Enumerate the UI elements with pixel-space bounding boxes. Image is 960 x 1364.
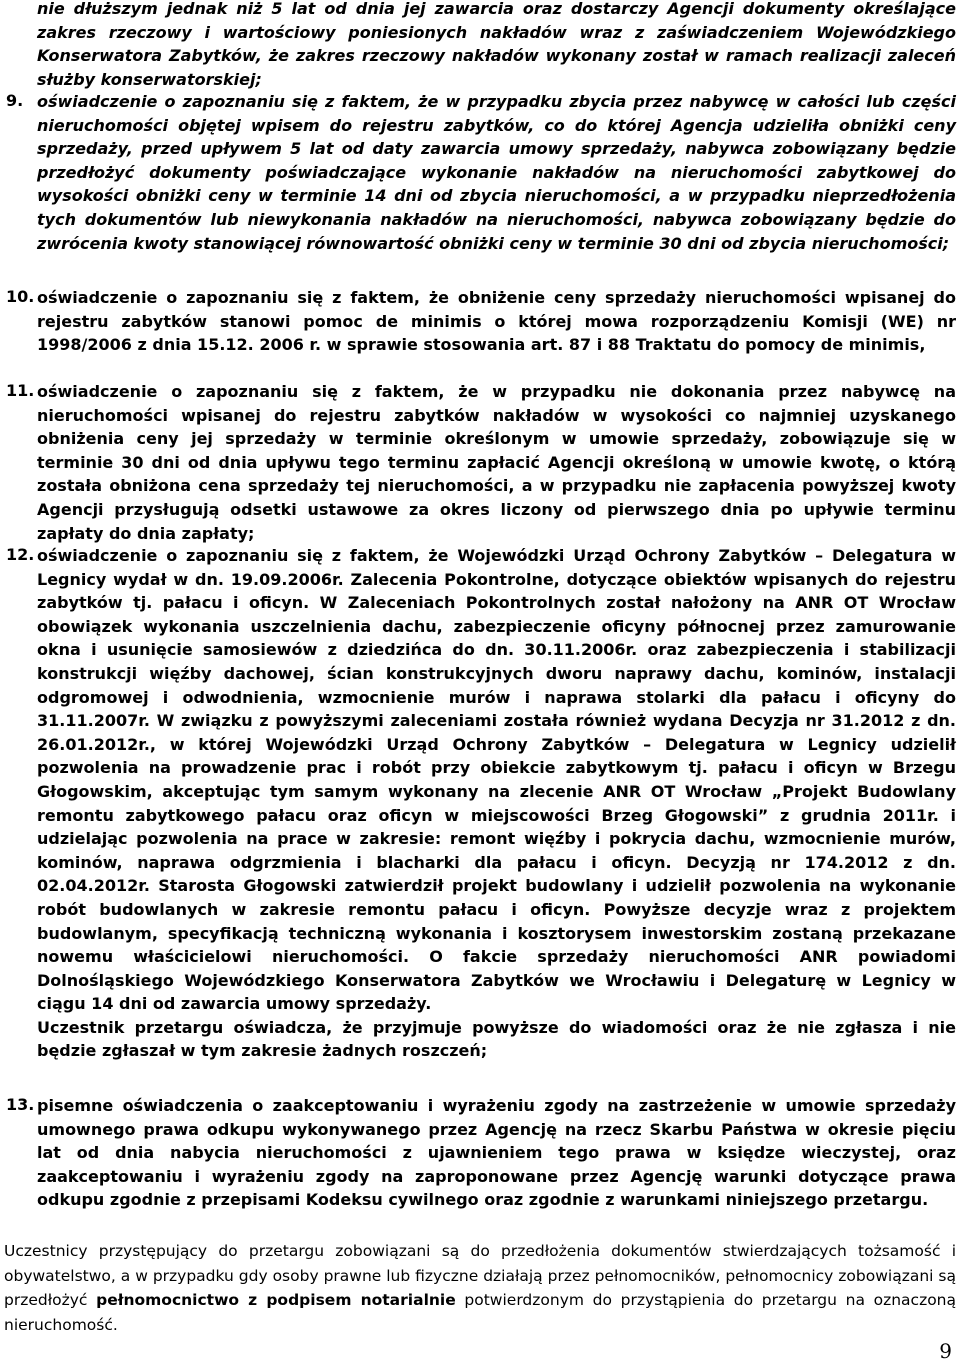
list-item-number: 12. [6, 545, 35, 564]
list-item-text: oświadczenie o zapoznaniu się z faktem, że w przypadku zbycia przez nabywcę w całości lub części nieruchomości objętej wpisem do rejestru zabytków, co do której Agencja udzieliła obniżki ceny sprzedaży, przed upływem 5 lat od daty zawarcia umowy sprzedaży, nabywca zobowiązany będzie przedłożyć dokumenty poświadczające wykonanie nakładów na nieruchomości zabytkowej do wysokości obniżki ceny w terminie 14 dni od zbycia nieruchomości, a w przypadku nieprzedłożenia tych dokumentów lub niewykonania nakładów na nieruchomości, nabywca zobowiązany będzie do zwrócenia kwoty stanowiącej równowartość obniżki ceny w terminie 30 dni od zbycia nieruchomości; [37, 92, 956, 253]
page-number: 9 [939, 1339, 952, 1363]
list-item-paragraph: oświadczenie o zapoznaniu się z faktem, że Wojewódzki Urząd Ochrony Zabytków – Delegatura w Legnicy wydał w dn. 19.09.2006r. Zalecenia Pokontrolne, dotyczące obiektów wpisanych do rejestru zabytków tj. pałacu i oficyn. W Zaleceniach Pokontrolnych został nałożony na ANR OT Wrocław obowiązek wykonania uszczelnienia dachu, zabezpieczenie oficyny północnej przez zamurowanie okna i usunięcie samosiewów z dziedzińca do dn. 30.11.2006r. oraz zabezpieczenia i stabilizacji konstrukcji więźby dachowej, ścian konstrukcyjnych dworu naprawy dachu, kominów, instalacji odgromowej i odwodnienia, wzmocnienie murów i naprawa stolarki dla pałacu i oficyny do 31.11.2007r. W związku z powyższymi zaleceniami została również wydana Decyzja nr 31.2012 z dn. 26.01.2012r., w której Wojewódzki Urząd Ochrony Zabytków – Delegatura w Legnicy udzielił pozwolenia na prowadzenie prac i robót przy obiekcie zabytkowym tj. pałacu i oficyn w Brzegu Głogowskim, akceptując tym samym wykonany na zlecenie ANR OT Wrocław „Projekt Budowlany remontu zabytkowego pałacu oraz oficyn w miejscowości Brzeg Głogowski” z grudnia 2011r. i udzielając pozwolenia na prace w zakresie: remont więźby i pokrycia dachu, wzmocnienie murów, kominów, naprawa odgrzmienia i blacharki dla pałacu i oficyn. Decyzją nr 174.2012 z dn. 02.04.2012r. Starosta Głogowski zatwierdził projekt budowlany i udzielił pozwolenia na wykonanie robót budowlanych w zakresie remontu pałacu i oficyn. Powyższe decyzje wraz z projektem budowlanym, specyfikacją techniczną wykonania i kosztorysem inwestorskim zostaną przekazane nowemu właścicielowi nieruchomości. O fakcie sprzedaży nieruchomości ANR powiadomi Dolnośląskiego Wojewódzkiego Konserwatora Zabytków we Wrocławiu i Delegaturę w Legnicy w ciągu 14 dni od zawarcia umowy sprzedaży. [37, 546, 956, 1014]
list-item-text: nie dłuższym jednak niż 5 lat od dnia jej zawarcia oraz dostarczy Agencji dokumenty określające zakres rzeczowy i wartościowy poniesionych nakładów wraz z zaświadczeniem Wojewódzkiego Konserwatora Zabytków, że zakres rzeczowy nakładów wykonany został w ramach realizacji zaleceń służby konserwatorskiej; [37, 0, 956, 89]
list-item-paragraph-declaration: Uczestnik przetargu oświadcza, że przyjmuje powyższe do wiadomości oraz że nie zgłasza i nie będzie zgłaszał w tym zakresie żadnych roszczeń; [37, 1017, 956, 1061]
list-item-number: 11. [6, 381, 35, 400]
list-item-text [37, 544, 956, 1063]
list-item-number: 10. [6, 287, 35, 306]
list-item-text: oświadczenie o zapoznaniu się z faktem, że obniżenie ceny sprzedaży nieruchomości wpisanej do rejestru zabytków stanowi pomoc de minimis o której mowa rozporządzeniu Komisji (WE) nr 1998/2006 z dnia 15.12. 2006 r. w sprawie stosowania art. 87 i 88 Traktatu do pomocy de minimis, [37, 288, 956, 355]
list-item-text: oświadczenie o zapoznaniu się z faktem, że w przypadku nie dokonania przez nabywcę na nieruchomości wpisanej do rejestru zabytków nakładów w wysokości co najmniej uzyskanego obniżenia ceny jej sprzedaży w terminie określonym w umowie sprzedaży, zobowiązuje się w terminie 30 dni od dnia upływu tego terminu zapłacić Agencji określoną w umowie kwotę, o którą została obniżona cena sprzedaży tej nieruchomości, a w przypadku nie zapłacenia powyższej kwoty Agencji przysługują odsetki ustawowe za okres liczony od pierwszego dnia po upływie terminu zapłaty do dnia zapłaty; [37, 382, 956, 543]
list-item-text: pisemne oświadczenia o zaakceptowaniu i wyrażeniu zgody na zastrzeżenie w umowie sprzedaży umownego prawa odkupu wykonywanego przez Agencję na rzecz Skarbu Państwa w okresie pięciu lat od dnia nabycia nieruchomości z ujawnieniem tego prawa w księdze wieczystej, oraz zaakceptowaniu i wyrażeniu zgody na zaproponowane przez Agencję warunki dotyczące prawa odkupu zgodnie z przepisami Kodeksu cywilnego oraz zgodnie z warunkami niniejszego przetargu. [37, 1096, 956, 1210]
footer-paragraph [4, 1239, 956, 1337]
list-item-number: 9. [6, 91, 24, 110]
footer-text-bold: pełnomocnictwo z podpisem notarialnie [96, 1291, 456, 1309]
footer-text-end: potwierdzonym do przystąpienia do przetargu na oznaczoną nieruchomość. [4, 1291, 957, 1334]
footer-text: Uczestnicy przystępujący do przetargu zobowiązani są do przedłożenia dokumentów stwierdzających tożsamość i obywatelstwo, a w przypadku gdy osoby prawne lub fizyczne działają przez pełnomocników, pełnomocnicy zobowiązani są przedłożyć [4, 1242, 956, 1309]
list-item-number: 13. [6, 1095, 35, 1114]
